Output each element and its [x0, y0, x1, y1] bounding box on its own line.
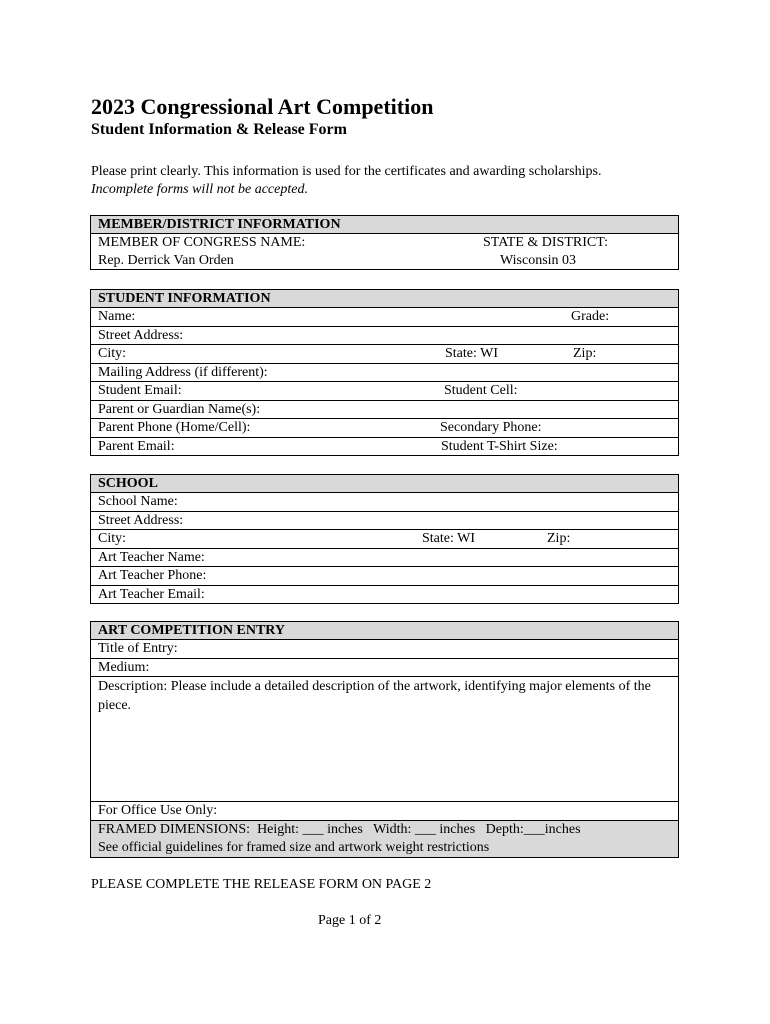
school-section-header: SCHOOL [91, 475, 678, 493]
entry-medium-field[interactable] [91, 659, 678, 678]
art-teacher-email-field[interactable] [91, 586, 678, 604]
entry-description-field[interactable] [91, 677, 678, 802]
art-teacher-phone-field[interactable] [91, 567, 678, 586]
student-state-label: State: WI [445, 346, 499, 361]
office-use-label: For Office Use Only: [98, 803, 218, 818]
school-name-field[interactable] [91, 493, 678, 512]
entry-medium-label: Medium: [98, 659, 150, 675]
entry-section-header: ART COMPETITION ENTRY [91, 622, 678, 640]
state-district-label: STATE & DISTRICT: [483, 235, 608, 250]
parent-email-field[interactable] [91, 438, 678, 456]
member-labels-row [91, 234, 678, 252]
student-section-header: STUDENT INFORMATION [91, 290, 678, 308]
student-name-field[interactable] [91, 308, 678, 327]
member-name-value[interactable]: Rep. Derrick Van Orden [98, 252, 234, 268]
art-teacher-name-field[interactable] [91, 549, 678, 568]
entry-title-field[interactable] [91, 640, 678, 659]
school-city-field[interactable] [91, 530, 678, 549]
release-form-note: PLEASE COMPLETE THE RELEASE FORM ON PAGE 2 [91, 877, 432, 892]
student-city-field[interactable] [91, 345, 678, 364]
member-name-label: MEMBER OF CONGRESS NAME: [98, 235, 306, 250]
school-zip-label: Zip: [547, 531, 571, 546]
form-subtitle: Student Information & Release Form [91, 121, 347, 138]
student-zip-label: Zip: [573, 346, 597, 361]
school-street-label: Street Address: [98, 512, 184, 528]
tshirt-size-label: Student T-Shirt Size: [441, 438, 558, 454]
student-grade-label: Grade: [571, 309, 610, 324]
student-mailing-field[interactable] [91, 364, 678, 383]
student-cell-label: Student Cell: [444, 383, 518, 398]
art-teacher-email-label: Art Teacher Email: [98, 586, 205, 602]
student-email-field[interactable] [91, 382, 678, 401]
page-number: Page 1 of 2 [318, 913, 382, 928]
secondary-phone-label: Secondary Phone: [440, 420, 542, 435]
school-section [90, 474, 679, 604]
school-city-label: City: [98, 531, 127, 546]
parent-phone-field[interactable] [91, 419, 678, 438]
form-title: 2023 Congressional Art Competition [91, 94, 434, 119]
student-street-field[interactable] [91, 327, 678, 346]
parent-names-field[interactable] [91, 401, 678, 420]
art-teacher-phone-label: Art Teacher Phone: [98, 568, 207, 583]
intro-instructions: Please print clearly. This information is used for the certificates and awarding scholarships. [91, 164, 602, 179]
student-information-section [90, 289, 679, 456]
student-name-label: Name: [98, 309, 136, 324]
parent-names-label: Parent or Guardian Name(s): [98, 401, 261, 417]
art-entry-section [90, 621, 679, 858]
entry-description-label: Description: Please include a detailed description of the artwork, identifying major elements of the piece. [98, 679, 651, 713]
student-email-label: Student Email: [98, 383, 182, 398]
entry-title-label: Title of Entry: [98, 641, 178, 656]
parent-phone-label: Parent Phone (Home/Cell): [98, 420, 251, 435]
member-section-header: MEMBER/DISTRICT INFORMATION [91, 216, 678, 234]
framed-dimensions-label: FRAMED DIMENSIONS: Height: ___ inches Width: ___ inches Depth:___inches [98, 821, 581, 837]
parent-email-label: Parent Email: [98, 438, 175, 454]
school-street-field[interactable] [91, 512, 678, 531]
student-city-label: City: [98, 346, 127, 361]
intro-text [91, 163, 601, 199]
school-state-label: State: WI [422, 531, 476, 546]
art-teacher-name-label: Art Teacher Name: [98, 549, 205, 565]
member-values-row [91, 252, 678, 270]
school-name-label: School Name: [98, 494, 178, 509]
student-street-label: Street Address: [98, 327, 184, 343]
framed-guidelines-note: See official guidelines for framed size and artwork weight restrictions [98, 839, 490, 855]
intro-warning: Incomplete forms will not be accepted. [91, 182, 308, 197]
student-mailing-label: Mailing Address (if different): [98, 364, 268, 380]
framed-dimensions-block [91, 821, 678, 857]
office-use-row [91, 802, 678, 821]
member-district-section [90, 215, 679, 270]
state-district-value[interactable]: Wisconsin 03 [500, 252, 577, 268]
